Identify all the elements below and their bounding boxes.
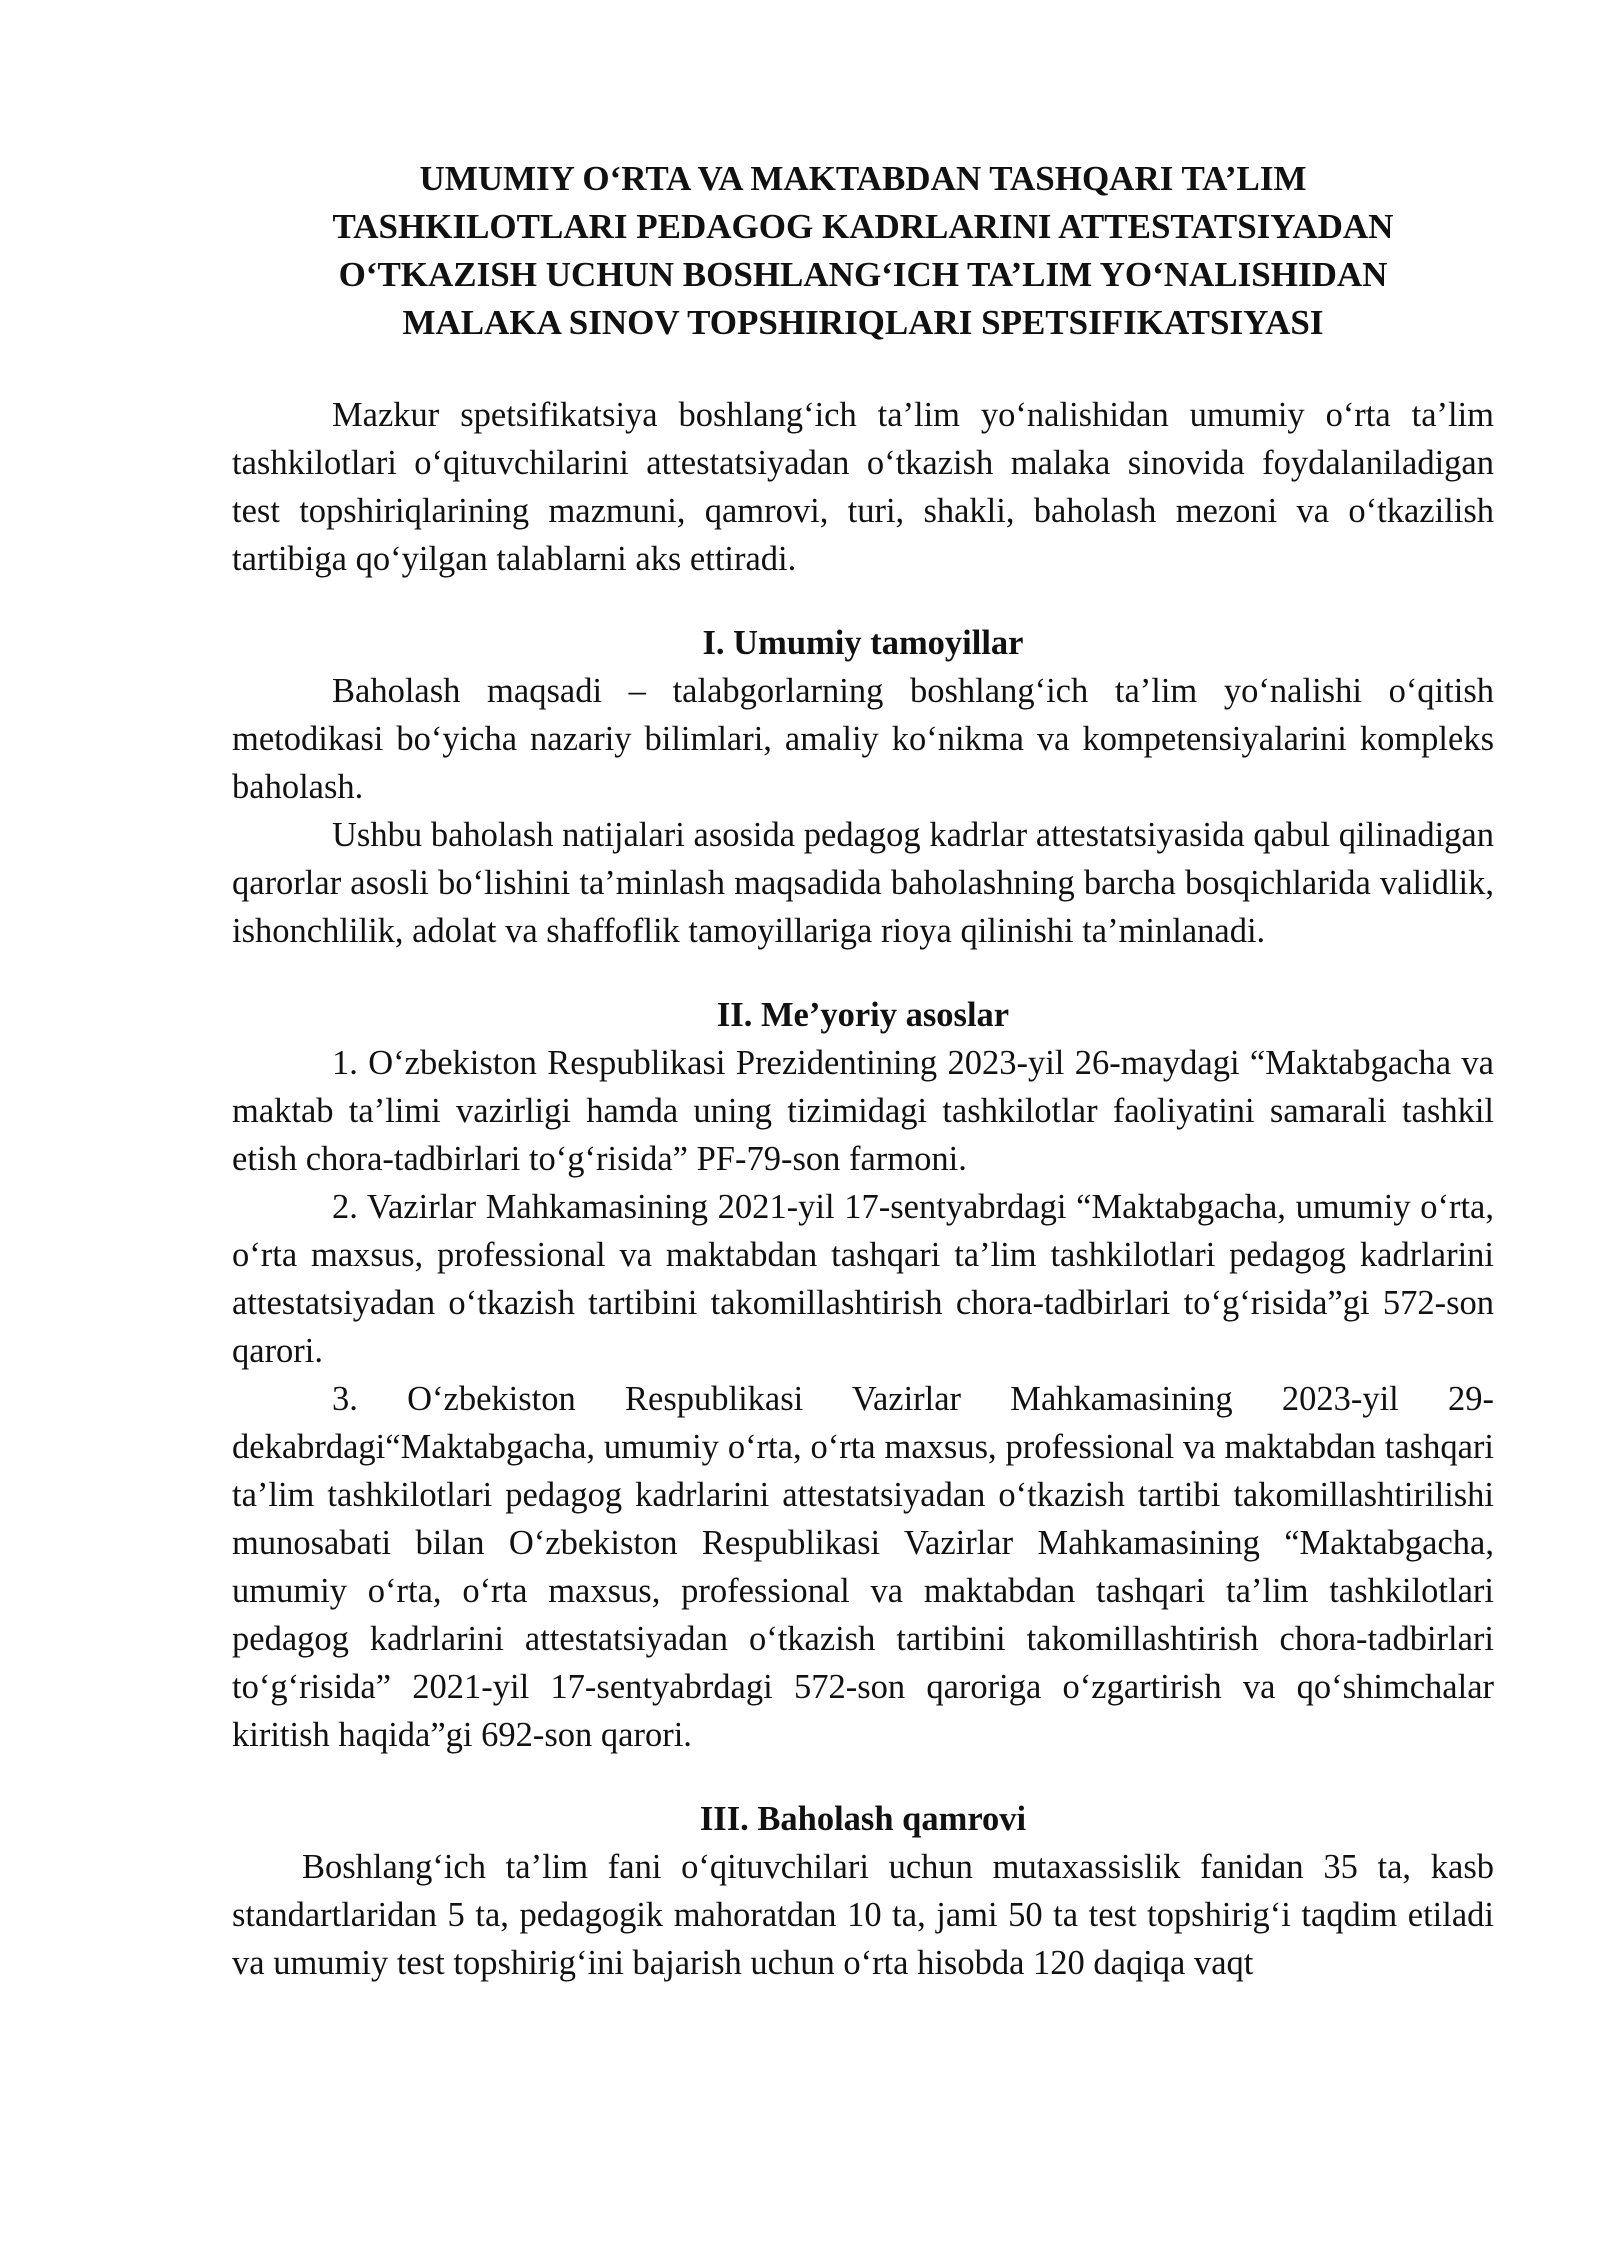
section-paragraph: Boshlang‘ich ta’lim fani o‘qituvchilari uchun mutaxassislik fanidan 35 ta, kasb standartlaridan 5 ta, pedagogik mahoratdan 10 ta, jami 50 ta test topshirig‘i taqdim etiladi va umumiy test topshirig‘ini bajarish uchun o‘rta hisobda 120 daqiqa vaqt (232, 1848, 1494, 1982)
title-line: O‘TKAZISH UCHUN BOSHLANG‘ICH TA’LIM YO‘NALISHIDAN (338, 255, 1388, 294)
document-title (232, 155, 1494, 347)
document-page (232, 155, 1494, 1987)
title-line: TASHKILOTLARI PEDAGOG KADRLARINI ATTESTATSIYADAN (332, 207, 1394, 246)
intro-paragraph: Mazkur spetsifikatsiya boshlang‘ich ta’lim yo‘nalishidan umumiy o‘rta ta’lim tashkilotlari o‘qituvchilarini attestatsiyadan o‘tkazish malaka sinovida foydalaniladigan test topshiriqlarining mazmuni, qamrovi, turi, shakli, baholash mezoni va o‘tkazilish tartibiga qo‘yilgan talablarni aks ettiradi. (232, 396, 1494, 578)
title-line: MALAKA SINOV TOPSHIRIQLARI SPETSIFIKATSIYASI (402, 303, 1324, 342)
section-paragraph: Baholash maqsadi – talabgorlarning boshlang‘ich ta’lim yo‘nalishi o‘qitish metodikasi bo‘yicha nazariy bilimlari, amaliy ko‘nikma va kompetensiyalarini kompleks baholash. (232, 672, 1494, 806)
title-line: UMUMIY O‘RTA VA MAKTABDAN TASHQARI TA’LIM (419, 159, 1307, 198)
list-item: 3. O‘zbekiston Respublikasi Vazirlar Mahkamasining 2023-yil 29-dekabrdagi“Maktabgacha, umumiy o‘rta, o‘rta maxsus, professional va maktabdan tashqari ta’lim tashkilotlari pedagog kadrlarini attestatsiyadan o‘tkazish tartibi takomillashtirilishi munosabati bilan O‘zbekiston Respublikasi Vazirlar Mahkamasining “Maktabgacha, umumiy o‘rta, o‘rta maxsus, professional va maktabdan tashqari ta’lim tashkilotlari pedagog kadrlarini attestatsiyadan o‘tkazish tartibini takomillashtirish chora-tadbirlari to‘g‘risida” 2021-yil 17-sentyabrdagi 572-son qaroriga o‘zgartirish va qo‘shimchalar kiritish haqida”gi 692-son qarori. (232, 1380, 1494, 1754)
spacer (232, 583, 1494, 619)
section-heading: II. Me’yoriy asoslar (716, 996, 1010, 1034)
list-item: 1. O‘zbekiston Respublikasi Prezidentining 2023-yil 26-maydagi “Maktabgacha va maktab ta’limi vazirligi hamda uning tizimidagi tashkilotlar faoliyatini samarali tashkil etish chora-tadbirlari to‘g‘risida” PF-79-son farmoni. (232, 1044, 1494, 1178)
section-paragraph: Ushbu baholash natijalari asosida pedagog kadrlar attestatsiyasida qabul qilinadigan qarorlar asosli bo‘lishini ta’minlash maqsadida baholashning barcha bosqichlarida validlik, ishonchlilik, adolat va shaffoflik tamoyillariga rioya qilinishi ta’minlanadi. (232, 816, 1494, 950)
spacer (232, 955, 1494, 991)
spacer (232, 1759, 1494, 1795)
section-heading: III. Baholash qamrovi (699, 1800, 1027, 1838)
section-heading: I. Umumiy tamoyillar (702, 624, 1024, 662)
spacer (232, 347, 1494, 391)
list-item: 2. Vazirlar Mahkamasining 2021-yil 17-sentyabrdagi “Maktabgacha, umumiy o‘rta, o‘rta maxsus, professional va maktabdan tashqari ta’lim tashkilotlari pedagog kadrlarini attestatsiyadan o‘tkazish tartibini takomillashtirish chora-tadbirlari to‘g‘risida”gi 572-son qarori. (232, 1188, 1494, 1370)
